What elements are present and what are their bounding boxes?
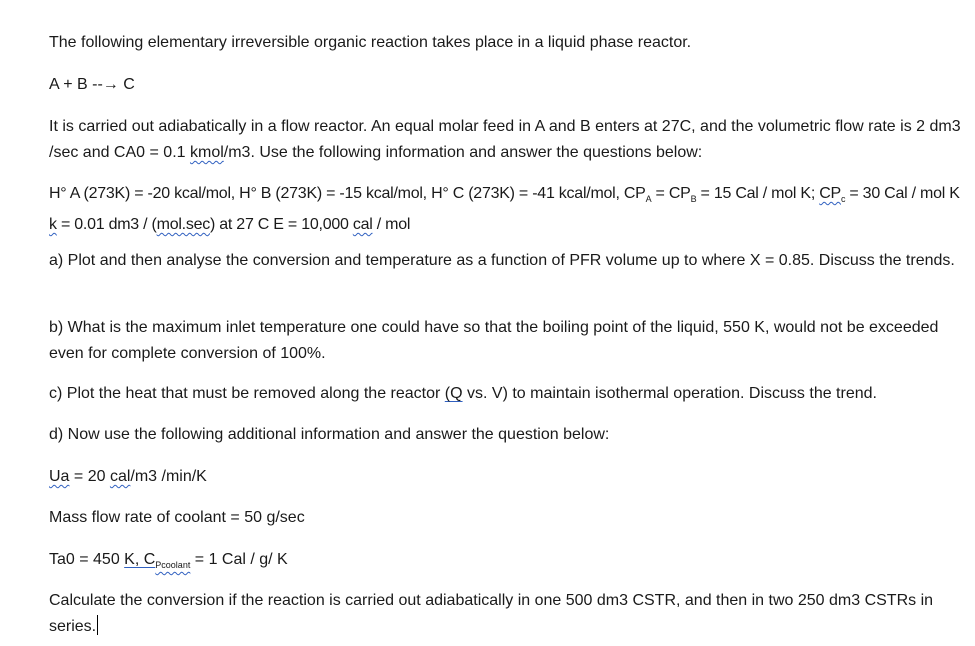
question-d-text: d) Now use the following additional information and answer the question below: bbox=[49, 426, 610, 443]
thermo-text-e: = 0.01 dm3 / ( bbox=[56, 216, 157, 234]
setup-paragraph bbox=[49, 114, 961, 166]
question-d bbox=[49, 422, 961, 448]
mass-flow-line bbox=[49, 505, 961, 531]
reaction-equation bbox=[49, 72, 961, 98]
ta0-line bbox=[49, 547, 961, 578]
spellcheck-pcoolant: Pcoolant bbox=[155, 560, 191, 571]
spellcheck-ua: Ua bbox=[49, 468, 70, 485]
final-question bbox=[49, 588, 961, 640]
underlined-k: K, C bbox=[124, 551, 156, 568]
question-c bbox=[49, 381, 961, 407]
ua-line bbox=[49, 464, 961, 490]
text-cursor bbox=[97, 615, 98, 635]
ua-text-a: = 20 bbox=[69, 468, 110, 485]
spellcheck-cal-2: cal bbox=[109, 468, 131, 485]
question-b-text: b) What is the maximum inlet temperature one could have so that the boiling point of the liquid, 550 K, would not be exceeded even for complete conversion of 100%. bbox=[49, 319, 939, 362]
underlined-q: (Q bbox=[444, 385, 463, 402]
ta0-text-a: Ta0 = 450 bbox=[49, 551, 125, 568]
question-c-text-a: c) Plot the heat that must be removed along the reactor bbox=[49, 385, 445, 402]
thermo-text-d: = 30 Cal / mol K bbox=[845, 185, 960, 202]
ta0-text-b: = 1 Cal / g/ K bbox=[190, 551, 288, 568]
question-a-text: a) Plot and then analyse the conversion and temperature as a function of PFR volume up to where X = 0.85. Discuss the trends. bbox=[49, 252, 955, 269]
mass-flow-text: Mass flow rate of coolant = 50 g/sec bbox=[49, 509, 305, 526]
thermo-sub-a: A bbox=[645, 194, 652, 205]
thermo-text-a: H° A (273K) = -20 kcal/mol, H° B (273K) = -15 kcal/mol, H° C (273K) = -41 kcal/mol, CP bbox=[49, 185, 646, 202]
intro-text: The following elementary irreversible organic reaction takes place in a liquid phase reactor. bbox=[49, 34, 692, 51]
setup-text-2: /m3. Use the following information and answer the questions below: bbox=[223, 144, 703, 161]
intro-paragraph bbox=[49, 30, 961, 56]
spellcheck-k: k bbox=[49, 216, 57, 234]
question-a bbox=[49, 248, 961, 274]
setup-text-1: It is carried out adiabatically in a flow reactor. An equal molar feed in A and B enters at 27C, and the volumetric flow rate is 2 dm3 /sec and CA0 = 0.1 bbox=[49, 118, 961, 161]
spellcheck-molsec: mol.sec bbox=[156, 216, 210, 234]
spellcheck-cal: cal bbox=[352, 216, 373, 234]
final-question-text: Calculate the conversion if the reaction is carried out adiabatically in one 500 dm3 CSTR, and then in two 250 dm3 CSTRs in series. bbox=[49, 592, 934, 635]
thermo-text-g: / mol bbox=[372, 216, 411, 234]
thermo-sub-b: B bbox=[690, 194, 697, 205]
thermo-data-paragraph bbox=[49, 181, 961, 238]
thermo-text-f: ) at 27 C E = 10,000 bbox=[209, 216, 353, 234]
spellcheck-cpc: $CP_c$ bbox=[819, 185, 846, 205]
thermo-text-c: = 15 Cal / mol K; bbox=[696, 185, 820, 202]
ua-text-b: /m3 /min/K bbox=[130, 468, 207, 485]
reaction-text: A + B --→ C bbox=[49, 76, 135, 93]
question-c-text-b: vs. V) to maintain isothermal operation. Discuss the trend. bbox=[462, 385, 877, 402]
thermo-text-b: = CP bbox=[651, 185, 691, 202]
spellcheck-kmol: kmol bbox=[189, 144, 224, 161]
question-b bbox=[49, 315, 961, 367]
